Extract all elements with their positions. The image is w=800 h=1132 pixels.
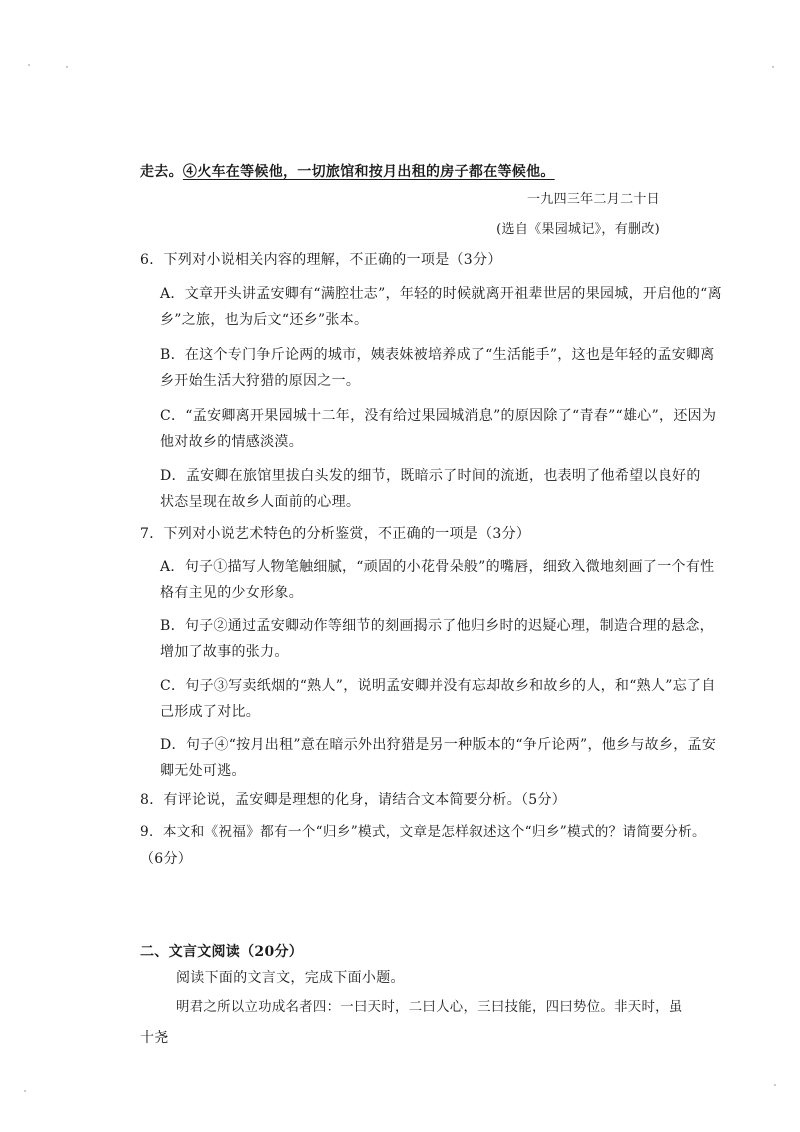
question-6-option-a-line1: A．文章开头讲孟安卿有“满腔壮志”，年轻的时候就离开祖辈世居的果园城，开启他的“离	[160, 286, 722, 302]
question-7-option-b-line2: 增加了故事的张力。	[160, 644, 289, 660]
classical-passage-line1: 明君之所以立功成名者四：一曰天时，二曰人心，三曰技能，四曰势位。非天时，虽	[176, 1000, 683, 1015]
question-6-option-c-line1: C．“孟安卿离开果园城十二年，没有给过果园城消息”的原因除了“青春”“雄心”，还因为	[160, 408, 717, 424]
story-ending-line	[140, 162, 555, 182]
question-7-option-a-line1: A．句子①描写人物笔触细腻，“顽固的小花骨朵般”的嘴唇，细致入微地刻画了一个有性	[160, 559, 715, 575]
scan-speck	[24, 1090, 26, 1092]
date-line: 一九四三年二月二十日	[526, 192, 660, 207]
question-6-option-b-line1: B．在这个专门争斤论两的城市，姨表妹被培养成了“生活能手”，这也是年轻的孟安卿离	[160, 347, 715, 363]
scan-speck	[66, 66, 68, 68]
question-7-option-c-line1: C．句子③写卖纸烟的“熟人”，说明孟安卿并没有忘却故乡和故乡的人，和“熟人”忘了自	[160, 678, 716, 694]
question-7-option-d-line1: D．句子④“按月出租”意在暗示外出狩猎是另一种版本的“争斤论两”，他乡与故乡，孟安	[160, 737, 717, 753]
story-ending-lead: 走去。	[140, 164, 183, 180]
section-2-heading: 二、文言文阅读（20分）	[140, 944, 304, 960]
question-9-line1: 9．本文和《祝福》都有一个“归乡”模式，文章是怎样叙述这个“归乡”模式的？请简要分析。	[140, 824, 706, 840]
question-7-option-d-line2: 卿无处可逃。	[160, 763, 246, 779]
question-7-option-b-line1: B．句子②通过孟安卿动作等细节的刻画揭示了他归乡时的迟疑心理，制造合理的悬念，	[160, 618, 714, 634]
scan-speck	[28, 64, 30, 66]
classical-passage-line2: 十尧	[140, 1030, 169, 1046]
source-line: (选自《果园城记》，有删改)	[496, 222, 660, 237]
question-6-option-c-line2: 他对故乡的情感淡漠。	[160, 434, 303, 450]
question-7-option-c-line2: 己形成了对比。	[160, 704, 261, 720]
question-6-option-a-line2: 乡”之旅，也为后文“还乡”张本。	[160, 312, 369, 328]
scan-speck	[772, 66, 774, 68]
question-6-option-b-line2: 乡开始生活大狩猎的原因之一。	[160, 373, 361, 389]
scan-speck	[774, 1084, 776, 1086]
question-6-option-d-line2: 状态呈现在故乡人面前的心理。	[160, 494, 361, 510]
question-9-line2: （6分）	[140, 851, 193, 867]
question-6-stem: 6．下列对小说相关内容的理解，不正确的一项是（3分）	[140, 252, 502, 268]
question-7-stem: 7．下列对小说艺术特色的分析鉴赏，不正确的一项是（3分）	[140, 526, 531, 542]
question-8: 8．有评论说，孟安卿是理想的化身，请结合文本简要分析。（5分）	[140, 792, 567, 808]
question-6-option-d-line1: D．孟安卿在旅馆里拔白头发的细节，既暗示了时间的流逝，也表明了他希望以良好的	[160, 468, 701, 484]
section-2-intro: 阅读下面的文言文，完成下面小题。	[176, 970, 405, 986]
sentence-4-underlined: ④火车在等候他，一切旅馆和按月出租的房子都在等候他。	[182, 164, 555, 180]
question-7-option-a-line2: 格有主见的少女形象。	[160, 585, 303, 601]
